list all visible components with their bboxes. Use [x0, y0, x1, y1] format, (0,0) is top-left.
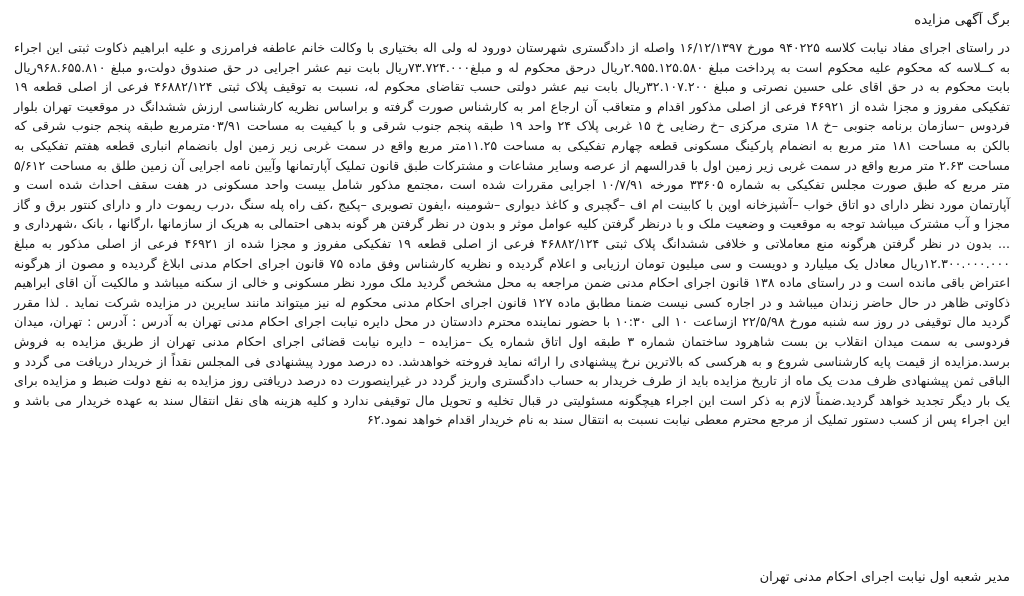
notice-title: برگ آگهی مزایده	[914, 12, 1010, 28]
notice-signature: مدیر شعبه اول نیابت اجرای احکام مدنی تهران	[759, 570, 1010, 585]
notice-body: در راستای اجرای مفاد نیابت کلاسه ۹۴۰۲۲۵ مورخ ۱۶/۱۲/۱۳۹۷ واصله از دادگستری شهرستان دورود له ولی اله بختیاری با وکالت خانم عاطفه فرامرزی و علیه ابراهیم ذکاوت ثبتی این اجراء به کــلاسه که محکوم علیه محکوم است به پرداخت مبلغ ۲.۹۵۵.۱۲۵.۵۸۰ریال درحق محکوم له و مبلغ۷۳.۷۲۴.۰۰۰ریال بابت نیم عشر اجرایی در حق صندوق دولت،و مبلغ ۹۶۸.۶۵۵.۸۱۰ریال بابت محکوم به در حق اقای علی حسین نصرتی و مبلغ ۳۲.۱۰۷.۲۰۰ریال بابت نیم عشر دولتی حسب تقاضای محکوم له، نسبت به توقیف پلاک ثبتی ۴۶۸۸۲/۱۲۴ فرعی از اصلی قطعه ۱۹ تفکیکی مفروز و مجزا شده از ۴۶۹۲۱ فرعی از اصلی مذکور اقدام و متعاقب آن ارجاع امر به کارشناس صورت گرفته و براساس نظریه کارشناسی ارزش ششدانگ در موقعیت تهران بلوار فردوس –سازمان برنامه جنوبی –خ ۱۸ متری مرکزی –خ رضایی خ ۱۵ غربی پلاک ۲۴ واحد ۱۹ طبقه پنجم جنوب شرقی و با کیفیت به مساحت ۰۳/۹۱مترمربع طبقه پنجم جنوب شرقی که بالکن به مساحت ۱۸۱ متر مربع به انضمام پارکینگ مسکونی قطعه چهارم تفکیکی به مساحت ۱۱.۲۵متر مربع واقع در سمت غربی زیر زمین اول بانضمام انباری قطعه هفتم تفکیکی به مساحت ۲.۶۳ متر مربع واقع در سمت غربی زیر زمین اول با قدرالسهم از عرصه وسایر مشاعات و مشترکات طبق قانون تملیک آپارتمانها وآیین نامه اجرایی آن زمین طلق به مساحت ۵/۶۱۲ متر مربع که طبق صورت مجلس تفکیکی به شماره ۳۳۶۰۵ مورخه ۱۰/۷/۹۱ اجرایی مقررات شده است ،مجتمع مذکور شامل بیست واحد مسکونی در هفت سقف احداث شده است و آپارتمان مورد نظر دارای دو اتاق خواب –آشپزخانه اوپن با کابینت ام اف –گچبری و کاغذ دیواری –شومینه ،ایفون تصویری –پکیج ،کف راه پله سنگ ،درب ریموت دار و دارای کنتور برق و گاز مجزا و آب مشترک میباشد توجه به موقعیت و وضعیت ملک و با درنظر گرفتن کلیه عوامل موثر و بدون در نظر گرفتن هر گونه بدهی احتمالی به هریک از سازمانها ،ارگانها ، بانک ،شهرداری و ... بدون در نظر گرفتن هرگونه منع معاملاتی و خلافی ششدانگ پلاک ثبتی ۴۶۸۸۲/۱۲۴ فرعی از اصلی قطعه ۱۹ تفکیکی مفروز و مجزا شده از ۴۶۹۲۱ فرعی از اصلی مذکور به مبلغ ۱۲.۳۰۰.۰۰۰.۰۰۰ریال معادل یک میلیارد و دویست و سی میلیون تومان ارزیابی و اعلام گردیده و نظریه کارشناس وفق ماده ۷۵ قانون اجرای احکام مدنی ابلاغ گردیده و مصون از هرگونه اعتراض باقی مانده است و در راستای ماده ۱۳۸ قانون اجرای احکام مدنی ضمن مراجعه به محل مشخص گردید ملک مورد نظر مسکونی و خالی از سکنه میباشد و مالکیت آن اقای ابراهیم ذکاوتی ظاهر در حال حاضر زندان میباشد و در اجاره کسی نیست ضمنا مطابق ماده ۱۲۷ قانون اجرای احکام مدنی محکوم له نیز میتواند مانند سایرین در مزایده شرکت نماید . لذا مقرر گردید مال توقیفی در روز سه شنبه مورخ ۲۲/۵/۹۸ ازساعت ۱۰ الی ۱۰:۳۰ با حضور نماینده محترم دادستان در محل دایره نیابت اجرای احکام مدنی تهران به آدرس : آدرس : تهران، میدان فردوسی به سمت میدان انقلاب بن بست شاهرود ساختمان شماره ۳ طبقه اول اتاق شماره یک –مزایده – دایره نیابت قضائی اجرای احکام مدنی تهران از طریق مزایده به فروش برسد.مزایده از قیمت پایه کارشناسی شروع و به هرکسی که بالاترین نرخ پیشنهادی را ارائه نماید فروخته خواهدشد. ده درصد مورد پیشنهادی فی المجلس نقداً از خریدار دریافت می گردد و الباقی ثمن پیشنهادی ظرف مدت یک ماه از تاریخ مزایده باید از طرف خریدار به حساب دادگستری واریز گردد در غیراینصورت ده درصد دریافتی روز مزایده به نفع دولت ضبط و مزایده برای یک بار دیگر تجدید خواهد گردید.ضمناً لازم به ذکر است این اجراء هیچگونه مسئولیتی در قبال تخلیه و تحویل مال توقیفی ندارد و کلیه هزینه های نقل انتقال سند به عهده خریدار می باشد و این اجراء پس از کسب دستور تملیک از مرجع محترم معطی نیابت نسبت به انتقال سند به نام خریدار اقدام خواهد نمود.۶۲	[14, 40, 1011, 428]
